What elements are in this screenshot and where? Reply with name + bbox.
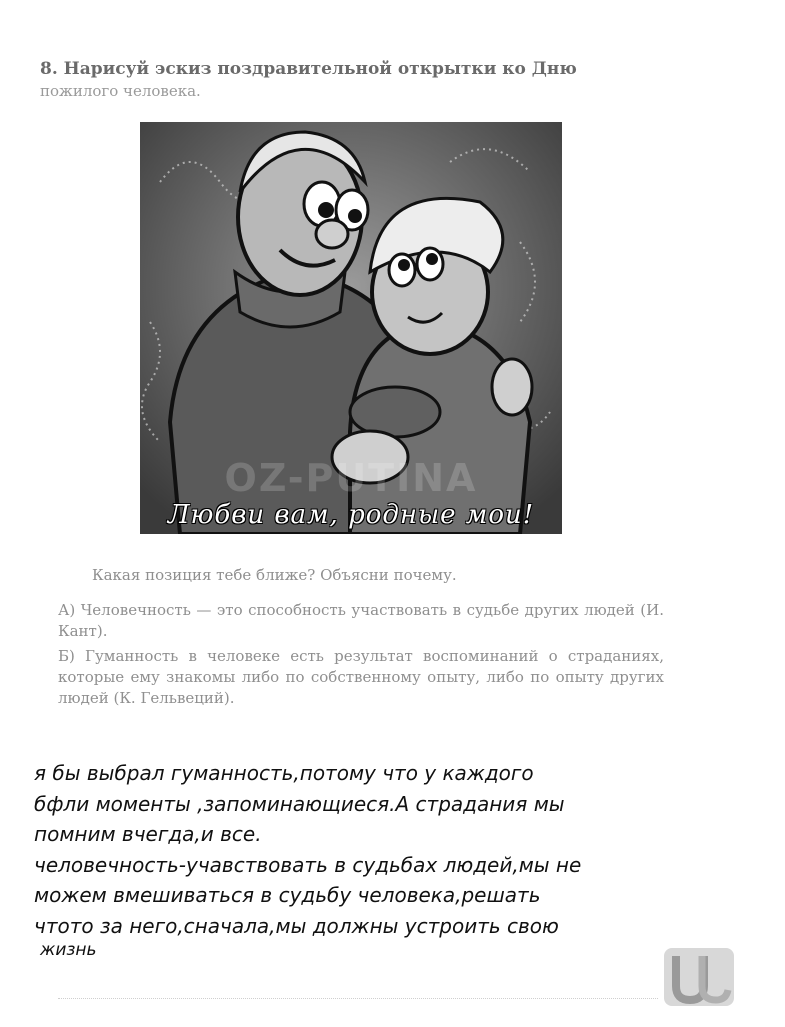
option-a: А) Человечность — это способность участвовать в судьбе других людей (И. Кант). bbox=[58, 601, 664, 640]
answer-line: человечность-учавствовать в судьбах людей,мы не bbox=[34, 852, 582, 877]
watermark: OZ-PUTINA bbox=[224, 456, 478, 500]
question-text: Какая позиция тебе ближе? Объясни почему. bbox=[92, 566, 457, 584]
task-heading-continuation: пожилого человека. bbox=[40, 82, 201, 100]
greeting-card-illustration bbox=[140, 122, 562, 534]
option-b: Б) Гуманность в человеке есть результат воспоминаний о страданиях, которые ему знакомы либо по собственному опыту, либо по опыту других людей (К. Гельвеций). bbox=[58, 647, 664, 707]
task-heading-line: 8. Нарисуй эскиз поздравительной открытки ко Дню bbox=[40, 59, 577, 79]
card-caption: Любви вам, родные мои! bbox=[167, 500, 535, 530]
answer-line: помним вчегда,и все. bbox=[34, 822, 262, 846]
answer-line: можем вмешиваться в судьбу человека,решать bbox=[34, 883, 541, 907]
answer-line: чтото за него,сначала,мы должны устроить свою bbox=[34, 913, 559, 938]
task-heading bbox=[40, 58, 680, 102]
answer-line: я бы выбрал гуманность,потому что у каждого bbox=[34, 761, 534, 785]
answer-last-line: жизнь bbox=[40, 940, 97, 960]
footer-divider bbox=[58, 998, 658, 1003]
handwritten-answer bbox=[34, 758, 674, 959]
logo-stamp-icon bbox=[662, 944, 736, 1010]
answer-line: бфли моменты ,запоминающиеся.А страдания мы bbox=[34, 791, 565, 816]
